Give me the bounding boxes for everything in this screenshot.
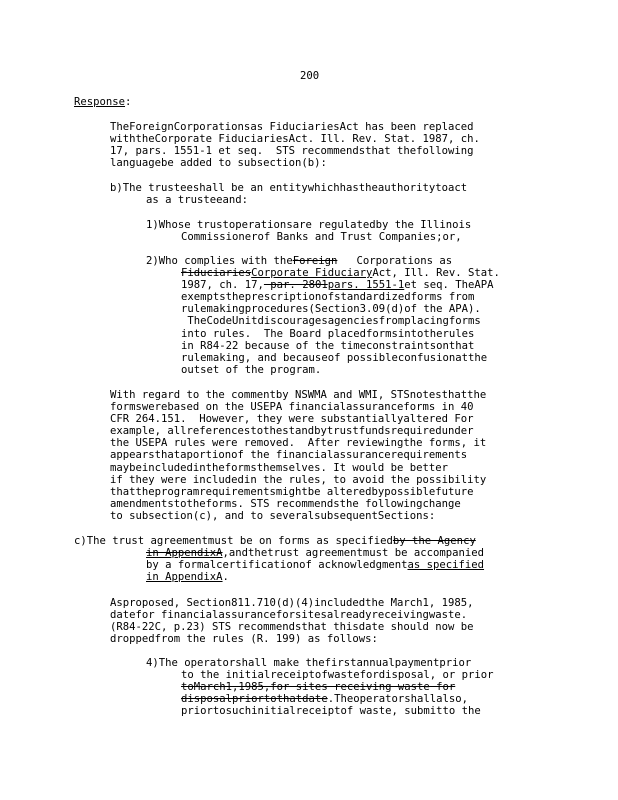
text-line: to the initialreceiptofwastefordisposal, or prior: [181, 669, 494, 682]
text-line: in AppendixA.: [146, 571, 229, 584]
inserted-text: pars. 1551-1: [327, 279, 405, 292]
deleted-text: Foreign: [292, 255, 338, 267]
text-line: 2)Who complies with theForeign Corporations as: [146, 255, 453, 267]
text-line: amendmentstotheforms. STS recommendsthe followingchange: [110, 497, 461, 510]
inserted-text: as specified: [407, 559, 485, 572]
text-line: 1)Whose trustoperationsare regulatedby the Illinois: [146, 219, 472, 231]
text-line: disposalpriortothatdate.Theoperatorshallalso,: [181, 693, 469, 706]
response-heading: [74, 96, 131, 108]
heading-colon: :: [125, 96, 132, 108]
text-line: into rules. The Board placedformsintotherules: [181, 327, 475, 340]
text-line: by a formalcertificationof acknowledgmentas specified: [146, 559, 485, 572]
text-line: as a trusteeand:: [146, 194, 249, 207]
deleted-text: Fiduciaries: [181, 267, 252, 280]
text-line: thattheprogramrequirementsmightbe alteredbypossiblefuture: [110, 485, 474, 498]
text-line: 4)The operatorshall make thefirstannualpaymentprior: [146, 657, 472, 669]
text-line: CFR 264.151. However, they were substantiallyaltered For: [110, 413, 474, 426]
text-line: outset of the program.: [181, 363, 322, 376]
text-line: Commissionerof Banks and Trust Companies;or,: [181, 231, 462, 244]
text-line: maybeincludedintheformsthemselves. It would be better: [110, 461, 449, 474]
paragraph-foreign-corporations: [110, 121, 480, 169]
list-item-1: [146, 219, 471, 243]
subsection-b: [110, 182, 467, 206]
deleted-text: toMarch1,1985,for sites receiving waste for: [181, 681, 456, 694]
paragraph-march-date: [110, 597, 474, 645]
text-line: datefor financialassuranceforsitesalreadyreceivingwaste.: [110, 609, 468, 622]
inserted-text: in AppendixA: [146, 571, 223, 584]
text-line: With regard to the commentby NSWMA and WMI, STSnotesthatthe: [110, 389, 487, 401]
text-line: rulemakingprocedures(Section3.09(d)of the APA).: [181, 303, 481, 316]
text-line: droppedfrom the rules (R. 199) as follows:: [110, 633, 378, 646]
text-line: the USEPA rules were removed. After reviewingthe forms, it: [110, 437, 487, 450]
deleted-text: by the Agency: [392, 535, 476, 547]
text-line: 1987, ch. 17, par. 2801pars. 1551-1et seq. TheAPA: [181, 279, 494, 292]
text-line: appearsthataportionof the financialassurancerequirements: [110, 449, 468, 462]
text-line: in R84-22 because of the timeconstraintsonthat: [181, 339, 475, 352]
text-line: example, allreferencestothestandbytrustfundsrequiredunder: [110, 425, 474, 438]
text-line: (R84-22C, p.23) STS recommendsthat thisdate should now be: [110, 621, 474, 634]
deleted-text: disposalpriortothatdate: [181, 693, 328, 706]
text-line: b)The trusteeshall be an entitywhichhastheauthoritytoact: [110, 182, 468, 194]
text-line: formswerebased on the USEPA financialassuranceforms in 40: [110, 401, 474, 414]
text-line: in AppendixA,andthetrust agreementmust be accompanied: [146, 547, 485, 560]
text-line: Asproposed, Section811.710(d)(4)includedthe March1, 1985,: [110, 597, 474, 609]
list-item-2: [146, 255, 500, 376]
text-line: rulemaking, and becauseof possibleconfusionatthe: [181, 351, 488, 364]
page-number: 200: [300, 70, 320, 82]
subsection-c: [74, 535, 484, 583]
text-line: to subsection(c), and to severalsubsequentSections:: [110, 509, 436, 522]
paragraph-nswma-comment: [110, 389, 486, 522]
list-item-4: [146, 657, 494, 717]
text-line: languagebe added to subsection(b):: [110, 157, 327, 170]
text-line: FiduciariesCorporate FiduciaryAct, Ill. Rev. Stat.: [181, 267, 500, 280]
deleted-text: in AppendixA: [146, 547, 223, 560]
inserted-text: Corporate Fiduciary: [251, 267, 373, 280]
deleted-text: par. 2801: [263, 279, 328, 292]
text-line: if they were includedin the rules, to avoid the possibility: [110, 473, 487, 486]
text-line: TheForeignCorporationsas FiduciariesAct has been replaced: [110, 121, 474, 133]
text-line: 17, pars. 1551-1 et seq. STS recommendsthat thefollowing: [110, 145, 474, 158]
heading-text: Response: [74, 96, 126, 108]
text-line: exemptstheprescriptionofstandardizedforms from: [181, 291, 475, 304]
text-line: [146, 681, 494, 693]
text-line: c)The trust agreementmust be on forms as specifiedby the Agency: [74, 535, 476, 547]
text-line: TheCodeUnitdiscouragesagenciesfromplacingforms: [181, 315, 481, 328]
text-line: withtheCorporate FiduciariesAct. Ill. Rev. Stat. 1987, ch.: [110, 133, 480, 146]
text-line: priortosuchinitialreceiptof waste, submitto the: [181, 705, 481, 718]
